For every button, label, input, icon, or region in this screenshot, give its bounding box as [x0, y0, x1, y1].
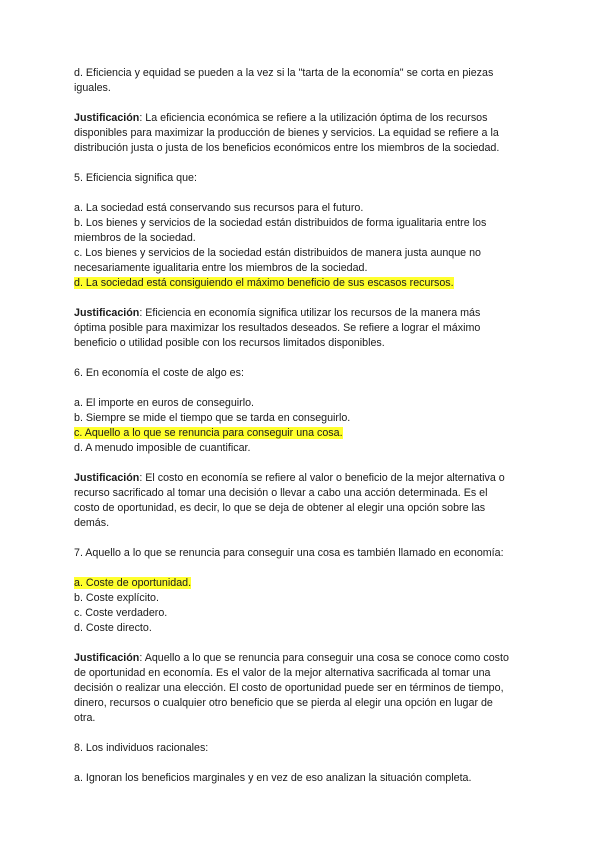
text-line	[74, 66, 530, 81]
paragraph-gap	[74, 456, 530, 471]
paragraph-gap	[74, 531, 530, 546]
line-text: 6. En economía el coste de algo es:	[74, 367, 244, 379]
line-text: d. A menudo imposible de cuantificar.	[74, 442, 251, 454]
line-text: recurso sacrificado al tomar una decisión o llevar a cabo una acción determinada. Es el	[74, 487, 488, 499]
line-text: : Eficiencia en economía significa utilizar los recursos de la manera más	[139, 307, 481, 319]
line-text: distribución justa o justa de los beneficios económicos entre los miembros de la sociedad.	[74, 142, 500, 154]
line-text: b. Coste explícito.	[74, 592, 159, 604]
paragraph-gap	[74, 381, 530, 396]
text-line	[74, 591, 530, 606]
line-text: a. Coste de oportunidad.	[74, 577, 192, 589]
line-text: a. El importe en euros de conseguirlo.	[74, 397, 255, 409]
text-line	[74, 621, 530, 636]
line-text: a. La sociedad está conservando sus recursos para el futuro.	[74, 202, 364, 214]
text-line	[74, 126, 530, 141]
text-line	[74, 501, 530, 516]
text-line	[74, 396, 530, 411]
text-line	[74, 201, 530, 216]
line-text: costo de oportunidad, es decir, lo que se deja de obtener al elegir una opción sobre las	[74, 502, 486, 514]
line-text: beneficio o utilidad posible con los recursos limitados disponibles.	[74, 337, 385, 349]
line-text: : El costo en economía se refiere al valor o beneficio de la mejor alternativa o	[139, 472, 505, 484]
line-text: d. Eficiencia y equidad se pueden a la vez si la "tarta de la economía" se corta en piezas	[74, 67, 494, 79]
text-line	[74, 666, 530, 681]
paragraph-gap	[74, 186, 530, 201]
text-line	[74, 111, 530, 126]
line-text: c. Los bienes y servicios de la sociedad están distribuidos de manera justa aunque no	[74, 247, 481, 259]
line-text: c. Coste verdadero.	[74, 607, 168, 619]
line-text: decisión o realizar una elección. El costo de oportunidad puede ser en términos de tiempo,	[74, 682, 504, 694]
paragraph-gap	[74, 636, 530, 651]
paragraph-gap	[74, 561, 530, 576]
text-line	[74, 651, 530, 666]
text-line	[74, 741, 530, 756]
text-line	[74, 306, 530, 321]
text-line	[74, 366, 530, 381]
text-line	[74, 171, 530, 186]
line-text: necesariamente igualitaria entre los miembros de la sociedad.	[74, 262, 368, 274]
paragraph-gap	[74, 756, 530, 771]
line-text: 8. Los individuos racionales:	[74, 742, 209, 754]
justification-label: Justificación	[74, 472, 140, 484]
line-text: óptima posible para maximizar los resultados deseados. Se refiere a lograr el máximo	[74, 322, 481, 334]
highlighted-answer-line	[74, 426, 530, 441]
paragraph-gap	[74, 96, 530, 111]
line-text: 7. Aquello a lo que se renuncia para conseguir una cosa es también llamado en economía:	[74, 547, 504, 559]
justification-label: Justificación	[74, 112, 140, 124]
highlighted-answer-line	[74, 276, 530, 291]
justification-label: Justificación	[74, 307, 140, 319]
line-text: b. Los bienes y servicios de la sociedad están distribuidos de forma igualitaria entre los	[74, 217, 487, 229]
line-text: d. La sociedad está consiguiendo el máximo beneficio de sus escasos recursos.	[74, 277, 454, 289]
line-text: 5. Eficiencia significa que:	[74, 172, 197, 184]
line-text: demás.	[74, 517, 110, 529]
line-text: dinero, recursos o cualquier otro beneficio que se pierda al elegir una opción en lugar de	[74, 697, 493, 709]
text-line	[74, 441, 530, 456]
line-text: c. Aquello a lo que se renuncia para conseguir una cosa.	[74, 427, 343, 439]
paragraph-gap	[74, 351, 530, 366]
paragraph-gap	[74, 726, 530, 741]
text-line	[74, 411, 530, 426]
text-line	[74, 606, 530, 621]
line-text: iguales.	[74, 82, 111, 94]
line-text: otra.	[74, 712, 96, 724]
line-text: a. Ignoran los beneficios marginales y en vez de eso analizan la situación completa.	[74, 772, 472, 784]
text-line	[74, 516, 530, 531]
text-line	[74, 261, 530, 276]
text-line	[74, 231, 530, 246]
text-line	[74, 486, 530, 501]
text-line	[74, 321, 530, 336]
paragraph-gap	[74, 156, 530, 171]
text-line	[74, 336, 530, 351]
text-line	[74, 471, 530, 486]
text-line	[74, 141, 530, 156]
line-text: disponibles para maximizar la producción de bienes y servicios. La equidad se refiere a la	[74, 127, 499, 139]
document-page	[74, 66, 530, 786]
line-text: b. Siempre se mide el tiempo que se tarda en conseguirlo.	[74, 412, 351, 424]
text-line	[74, 246, 530, 261]
line-text: de oportunidad en economía. Es el valor de la mejor alternativa sacrificada al tomar una	[74, 667, 491, 679]
text-line	[74, 216, 530, 231]
paragraph-gap	[74, 291, 530, 306]
justification-label: Justificación	[74, 652, 140, 664]
line-text: d. Coste directo.	[74, 622, 152, 634]
text-line	[74, 81, 530, 96]
line-text: : Aquello a lo que se renuncia para conseguir una cosa se conoce como costo	[139, 652, 509, 664]
text-line	[74, 681, 530, 696]
text-line	[74, 771, 530, 786]
line-text: miembros de la sociedad.	[74, 232, 196, 244]
text-line	[74, 546, 530, 561]
highlighted-answer-line	[74, 576, 530, 591]
line-text: : La eficiencia económica se refiere a la utilización óptima de los recursos	[139, 112, 488, 124]
text-line	[74, 696, 530, 711]
text-line	[74, 711, 530, 726]
